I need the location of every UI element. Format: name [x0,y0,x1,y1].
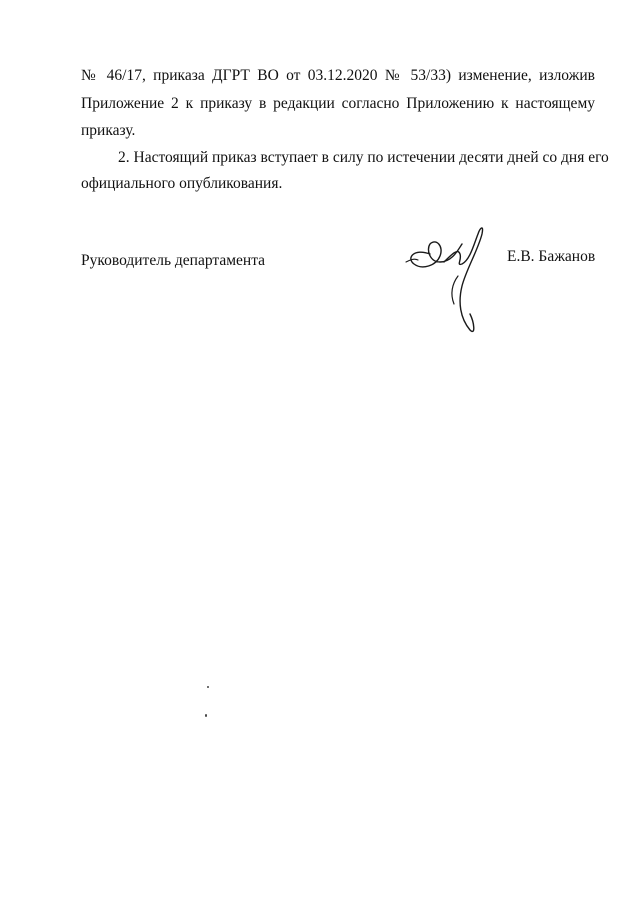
paragraph-2-line-1: 2. Настоящий приказ вступает в силу по истечении десяти дней со дня его [118,149,609,166]
signatory-title: Руководитель департамента [81,252,266,269]
handwritten-signature [400,214,500,336]
paragraph-1-line-2: Приложение 2 к приказу в редакции согласно Приложению к настоящему [81,95,595,112]
paragraph-1-line-1: № 46/17, приказа ДГРТ ВО от 03.12.2020 № 53/33) изменение, изложив [81,67,595,84]
signatory-name: Е.В. Бажанов [507,248,596,265]
paragraph-1-line-3: приказу. [81,122,136,139]
scan-speck [207,686,209,688]
scan-speck [205,714,207,717]
paragraph-2-line-2: официального опубликования. [81,175,283,192]
